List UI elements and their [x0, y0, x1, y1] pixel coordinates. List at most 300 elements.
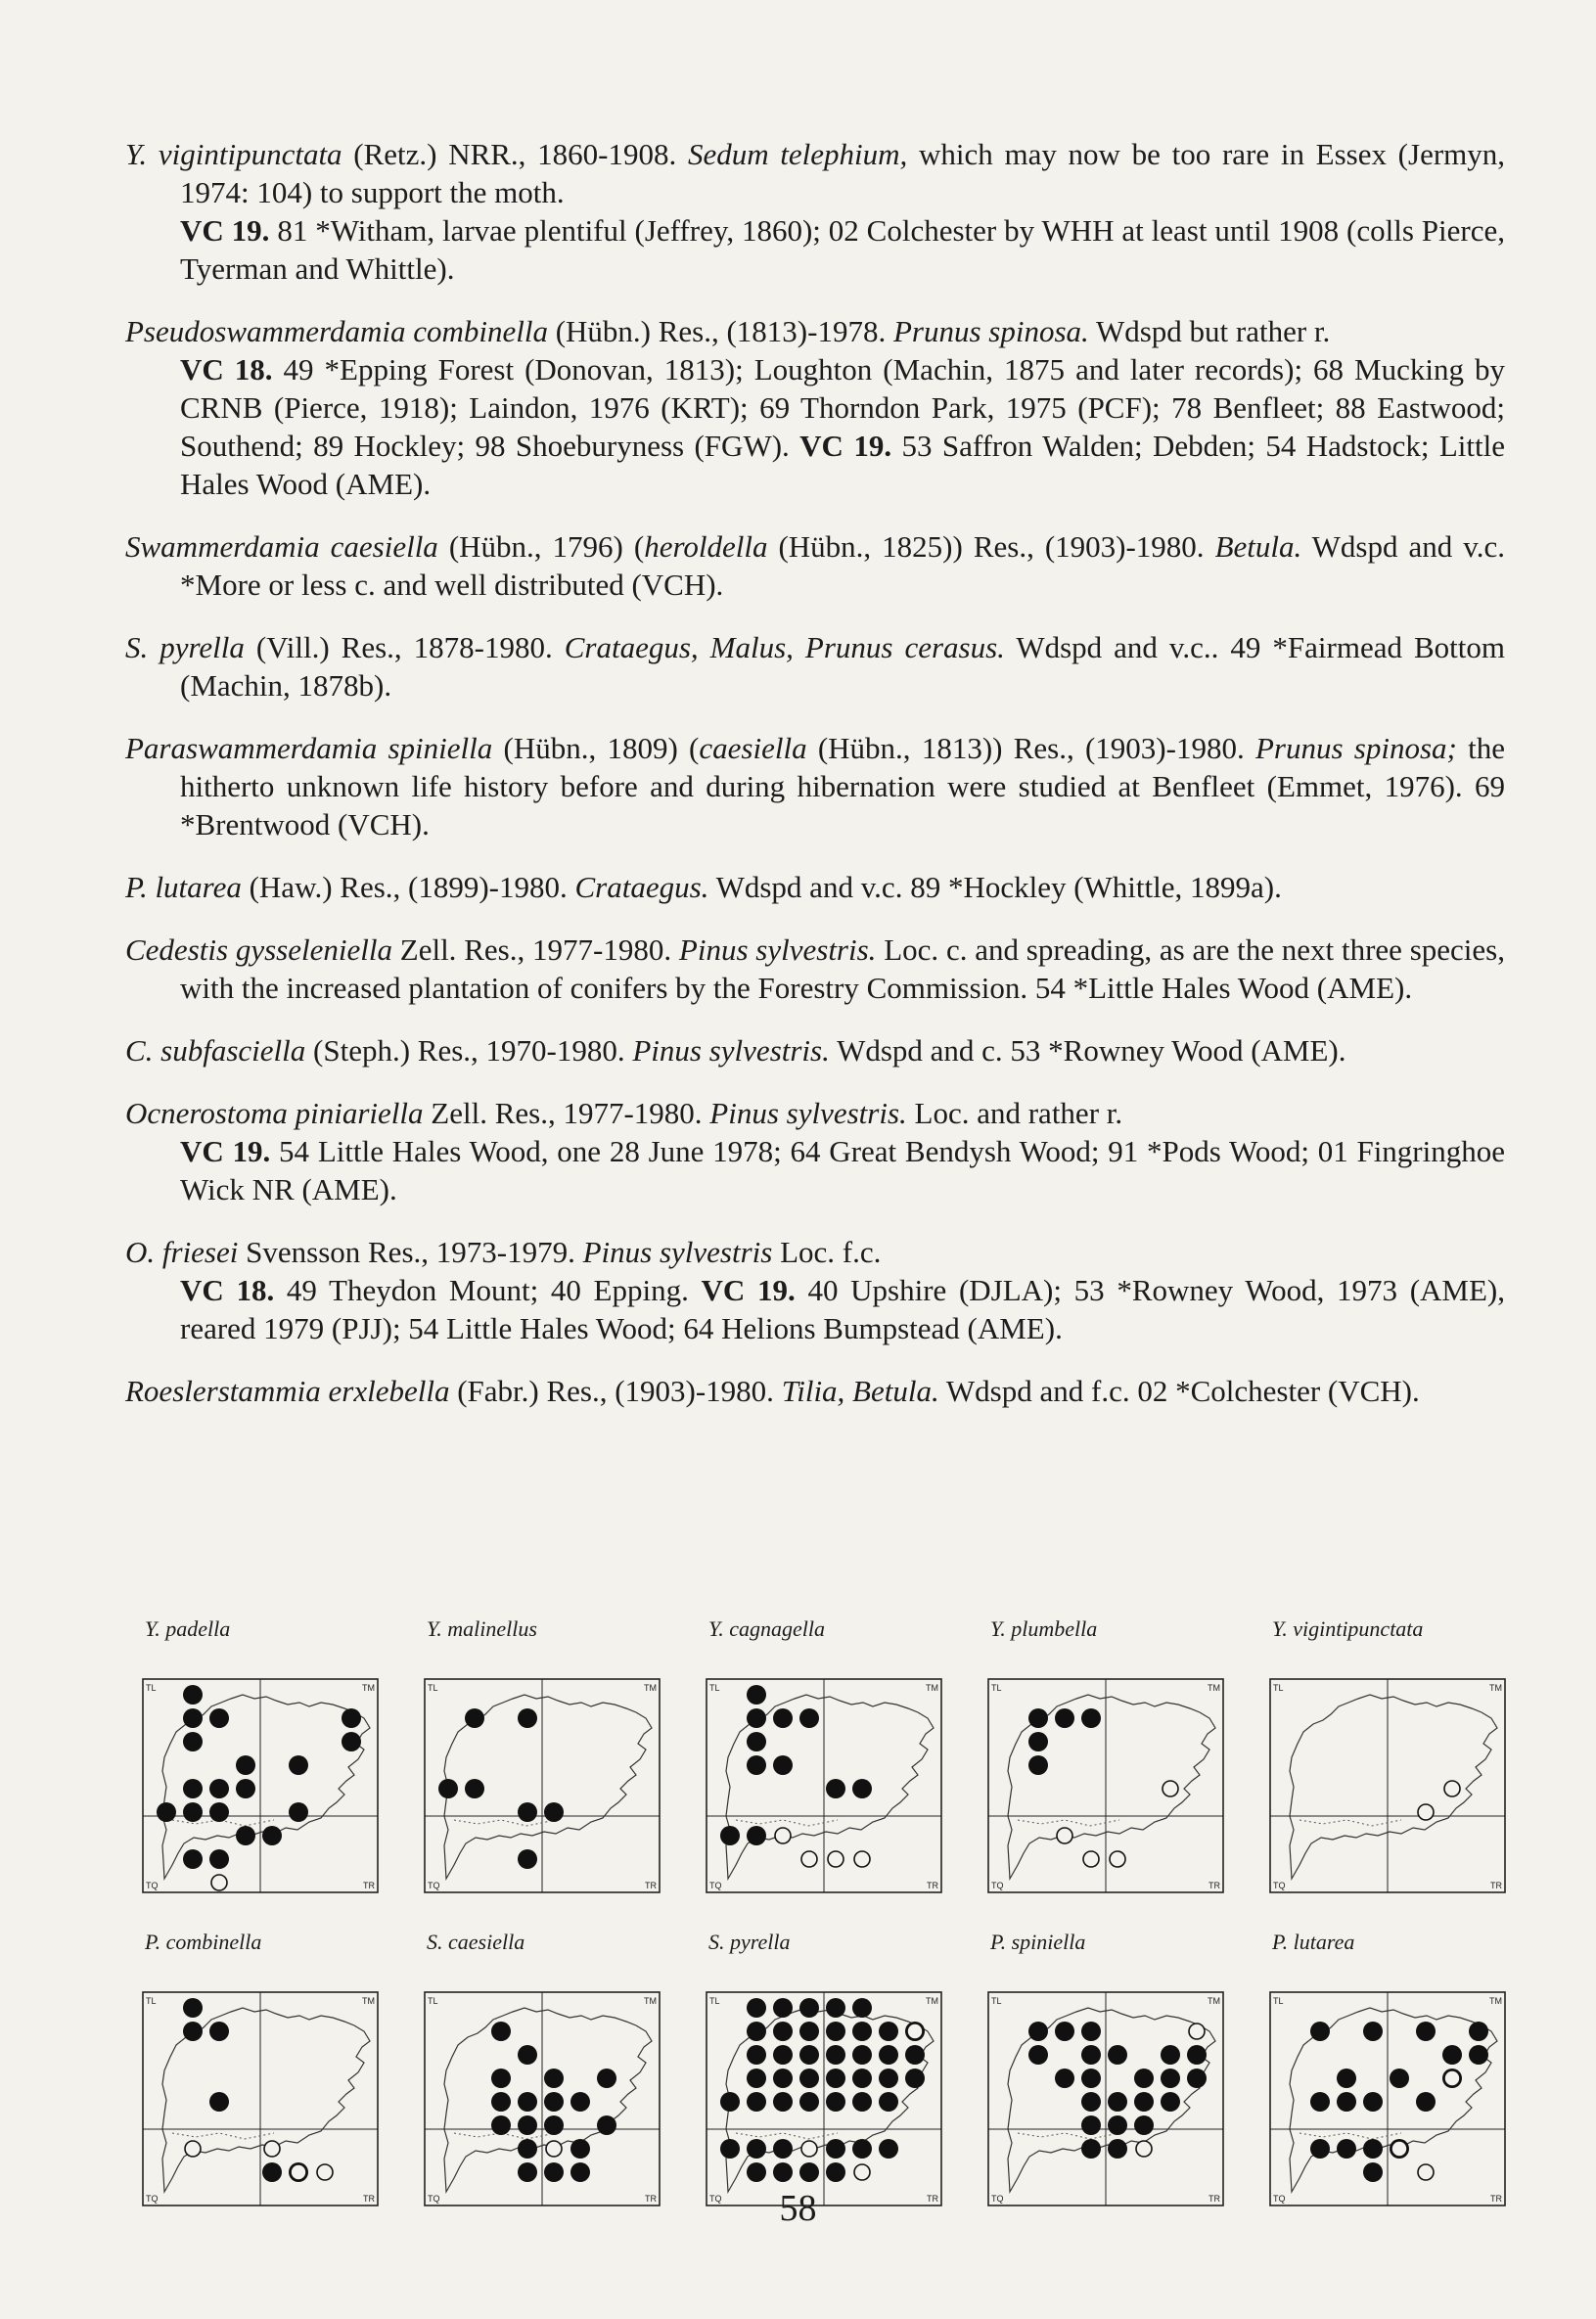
record-dot-filled: [1310, 2092, 1330, 2112]
text-run: (Hübn.) Res., (1813)-1978.: [547, 314, 893, 348]
record-dot-filled: [209, 1708, 229, 1728]
text-run: Loc. c. and spreading, as are the next three species, with the increased plantation of conifers by the Forestry Commission. 54 *Little Hales Wood (AME).: [180, 932, 1505, 1005]
record-dot-open: [1057, 1828, 1072, 1843]
text-run: (Hübn., 1796) (: [437, 529, 645, 564]
record-dot-filled: [1469, 2045, 1488, 2065]
grid-square-label: TR: [645, 1881, 657, 1890]
record-dot-filled: [1442, 2045, 1462, 2065]
record-dot-filled: [773, 2022, 793, 2041]
record-dot-filled: [183, 1998, 203, 2018]
record-dot-filled: [747, 2139, 766, 2159]
grid-square-label: TM: [362, 1996, 375, 2006]
species-entry: [125, 1372, 1505, 1410]
grid-square-label: TM: [1208, 1996, 1220, 2006]
record-dot-filled: [799, 1998, 819, 2018]
record-dot-open: [1110, 1851, 1125, 1867]
record-dot-filled: [209, 2022, 229, 2041]
map-row: [127, 1614, 1517, 1898]
italic-text: Pinus sylvestris.: [678, 932, 877, 967]
record-dot-filled: [518, 2115, 537, 2135]
record-dot-filled: [1363, 2022, 1383, 2041]
record-dot-filled: [1055, 2069, 1074, 2088]
record-dot-open: [1391, 2141, 1407, 2157]
map-title: Y. vigintipunctata: [1272, 1616, 1424, 1641]
record-dot-filled: [570, 2092, 590, 2112]
record-dot-filled: [1108, 2045, 1127, 2065]
record-dot-filled: [1028, 2045, 1048, 2065]
italic-text: Sedum telephium,: [687, 137, 908, 171]
record-dot-filled: [1081, 2069, 1101, 2088]
grid-square-label: TQ: [1273, 2194, 1286, 2204]
vc-boundary: [1018, 1820, 1119, 1826]
page-number: 58: [779, 2188, 817, 2229]
record-dot-filled: [1310, 2139, 1330, 2159]
record-dot-filled: [518, 1708, 537, 1728]
distribution-maps: [127, 1614, 1517, 2241]
record-dot-filled: [1161, 2045, 1180, 2065]
record-dot-filled: [826, 2162, 845, 2182]
map-figure: [1264, 1986, 1511, 2211]
record-dot-filled: [289, 1755, 308, 1775]
record-dot-filled: [570, 2162, 590, 2182]
record-dot-filled: [747, 1998, 766, 2018]
grid-square-label: TM: [1489, 1996, 1502, 2006]
species-account: [125, 1031, 1505, 1069]
record-dot-open: [546, 2141, 562, 2157]
vc-label: VC 19.: [180, 213, 270, 248]
record-dot-filled: [747, 1826, 766, 1845]
map-figure: [982, 1673, 1229, 1898]
grid-square-label: TQ: [709, 1881, 722, 1890]
record-dot-filled: [747, 2162, 766, 2182]
record-dot-open: [1444, 1781, 1460, 1796]
grid-square-label: TQ: [428, 1881, 440, 1890]
record-dot-open: [775, 1828, 791, 1843]
text-run: (Hübn., 1825)) Res., (1903)-1980.: [767, 529, 1215, 564]
record-dot-filled: [1187, 2045, 1207, 2065]
text-run: Loc. f.c.: [772, 1235, 882, 1269]
species-entry: [125, 135, 1505, 288]
grid-square-label: TL: [428, 1683, 438, 1693]
species-entry: [125, 931, 1505, 1007]
italic-text: P. lutarea: [125, 870, 242, 904]
record-dot-filled: [1363, 2092, 1383, 2112]
record-dot-filled: [262, 1826, 282, 1845]
italic-text: S. pyrella: [125, 630, 245, 664]
vc-boundary: [454, 1820, 556, 1826]
grid-square-label: TQ: [146, 1881, 159, 1890]
record-dot-filled: [799, 2045, 819, 2065]
text-run: (Haw.) Res., (1899)-1980.: [241, 870, 575, 904]
species-account: [125, 931, 1505, 1007]
distribution-map: [409, 1928, 671, 2211]
species-entry: [125, 527, 1505, 604]
record-dot-open: [907, 2023, 923, 2039]
record-dot-filled: [209, 1802, 229, 1822]
italic-text: Ocnerostoma piniariella: [125, 1096, 424, 1130]
record-dot-filled: [747, 1732, 766, 1751]
grid-square-label: TL: [991, 1683, 1002, 1693]
vc-label: VC 19.: [701, 1273, 796, 1307]
species-entry: [125, 1233, 1505, 1347]
grid-square-label: TM: [926, 1996, 938, 2006]
record-dot-filled: [747, 2069, 766, 2088]
grid-square-label: TQ: [991, 1881, 1004, 1890]
record-dot-filled: [1081, 2115, 1101, 2135]
italic-text: Y. vigintipunctata: [125, 137, 342, 171]
text-run: which may now be too rare in Essex (Jermyn, 1974: 104) to support the moth.: [180, 137, 1506, 209]
italic-text: Tilia, Betula.: [781, 1374, 939, 1408]
distribution-map: [127, 1614, 389, 1898]
record-dot-filled: [852, 2022, 872, 2041]
record-dot-filled: [1081, 2045, 1101, 2065]
text-run: Wdspd and v.c. 89 *Hockley (Whittle, 1899a).: [708, 870, 1282, 904]
distribution-map-svg: [1264, 1673, 1511, 1898]
species-entry: [125, 312, 1505, 503]
record-dot-filled: [852, 2092, 872, 2112]
record-dot-filled: [747, 2092, 766, 2112]
record-dot-filled: [852, 2139, 872, 2159]
record-dot-filled: [518, 1802, 537, 1822]
italic-text: Prunus spinosa.: [892, 314, 1089, 348]
record-dot-filled: [342, 1732, 361, 1751]
distribution-map-svg: [419, 1673, 665, 1898]
italic-text: Crataegus.: [574, 870, 709, 904]
record-dot-filled: [1161, 2069, 1180, 2088]
record-dot-open: [801, 2141, 817, 2157]
record-dot-filled: [773, 1708, 793, 1728]
record-dot-filled: [826, 1998, 845, 2018]
grid-square-label: TM: [644, 1996, 657, 2006]
record-dot-filled: [1363, 2139, 1383, 2159]
record-dot-filled: [465, 1708, 484, 1728]
record-dot-filled: [799, 2162, 819, 2182]
map-title: Y. padella: [145, 1616, 231, 1641]
record-dot-filled: [1108, 2115, 1127, 2135]
record-dot-filled: [905, 2045, 925, 2065]
record-dot-filled: [544, 2162, 564, 2182]
text-run: Wdspd and c. 53 *Rowney Wood (AME).: [829, 1033, 1346, 1068]
record-dot-filled: [183, 1802, 203, 1822]
italic-text: heroldella: [644, 529, 768, 564]
record-dot-filled: [157, 1802, 176, 1822]
record-dot-filled: [1081, 2092, 1101, 2112]
grid-square-label: TL: [1273, 1683, 1284, 1693]
grid-square-label: TL: [709, 1683, 720, 1693]
distribution-map: [409, 1614, 671, 1898]
record-dot-filled: [518, 2162, 537, 2182]
record-dot-open: [1083, 1851, 1099, 1867]
species-account: [125, 1233, 1505, 1271]
record-dot-filled: [905, 2069, 925, 2088]
record-dot-open: [1163, 1781, 1178, 1796]
record-dot-filled: [773, 2162, 793, 2182]
text-run: 49 Theydon Mount; 40 Epping.: [274, 1273, 702, 1307]
record-dot-filled: [1310, 2022, 1330, 2041]
map-title: Y. cagnagella: [708, 1616, 825, 1641]
county-outline: [1290, 1695, 1497, 1879]
record-dot-filled: [826, 2139, 845, 2159]
map-figure: [419, 1673, 665, 1898]
record-dot-filled: [209, 1779, 229, 1798]
record-dot-filled: [183, 1779, 203, 1798]
text-run: (Vill.) Res., 1878-1980.: [244, 630, 565, 664]
map-figure: [701, 1986, 947, 2211]
grid-square-label: TM: [926, 1683, 938, 1693]
record-dot-filled: [1337, 2092, 1356, 2112]
grid-square-label: TR: [927, 2194, 938, 2204]
vc-boundary: [1018, 2133, 1119, 2139]
grid-square-label: TQ: [709, 2194, 722, 2204]
distribution-map: [127, 1928, 389, 2211]
record-dot-filled: [826, 2022, 845, 2041]
species-entry: [125, 1094, 1505, 1208]
italic-text: Crataegus, Malus, Prunus cerasus.: [564, 630, 1005, 664]
grid-square-label: TQ: [146, 2194, 159, 2204]
record-dot-filled: [826, 2069, 845, 2088]
distribution-map-svg: [1264, 1986, 1511, 2211]
record-dot-filled: [491, 2022, 511, 2041]
record-dot-filled: [236, 1826, 255, 1845]
grid-square-label: TR: [1490, 1881, 1502, 1890]
record-dot-filled: [1134, 2069, 1154, 2088]
record-dot-filled: [342, 1708, 361, 1728]
record-dot-filled: [879, 2092, 898, 2112]
record-dot-filled: [852, 1779, 872, 1798]
record-dot-filled: [1161, 2092, 1180, 2112]
record-dot-open: [1418, 1804, 1434, 1820]
record-dot-filled: [183, 1708, 203, 1728]
record-dot-filled: [183, 1732, 203, 1751]
record-dot-open: [828, 1851, 844, 1867]
record-dot-filled: [879, 2069, 898, 2088]
record-dot-filled: [491, 2092, 511, 2112]
record-dot-filled: [183, 2022, 203, 2041]
record-dot-filled: [747, 1755, 766, 1775]
record-dot-filled: [826, 2092, 845, 2112]
species-account: [125, 1372, 1505, 1410]
vc-label: VC 18.: [180, 352, 273, 386]
text-column: [125, 135, 1505, 1434]
record-dot-open: [317, 2164, 333, 2180]
vice-county-records: [125, 350, 1505, 503]
species-account: [125, 135, 1505, 211]
record-dot-filled: [209, 1849, 229, 1869]
record-dot-filled: [773, 2069, 793, 2088]
distribution-map-svg: [419, 1986, 665, 2211]
grid-square-label: TR: [1490, 2194, 1502, 2204]
vice-county-records: [125, 1132, 1505, 1208]
text-run: (Hübn., 1813)) Res., (1903)-1980.: [806, 731, 1255, 765]
record-dot-filled: [773, 2092, 793, 2112]
record-dot-filled: [799, 2092, 819, 2112]
record-dot-filled: [773, 1755, 793, 1775]
record-dot-open: [854, 1851, 870, 1867]
record-dot-filled: [1028, 1755, 1048, 1775]
text-run: Wdspd and f.c. 02 *Colchester (VCH).: [938, 1374, 1420, 1408]
italic-text: O. friesei: [125, 1235, 239, 1269]
record-dot-filled: [1081, 1708, 1101, 1728]
record-dot-filled: [826, 2045, 845, 2065]
vc-boundary: [736, 1820, 838, 1826]
map-figure: [419, 1986, 665, 2211]
record-dot-filled: [1108, 2092, 1127, 2112]
map-figure: [701, 1673, 947, 1898]
vc-label: VC 19.: [799, 429, 892, 463]
record-dot-filled: [209, 2092, 229, 2112]
record-dot-filled: [1187, 2069, 1207, 2088]
grid-square-label: TQ: [1273, 1881, 1286, 1890]
grid-square-label: TL: [991, 1996, 1002, 2006]
record-dot-filled: [570, 2139, 590, 2159]
text-run: 54 Little Hales Wood, one 28 June 1978; 64 Great Bendysh Wood; 91 *Pods Wood; 01 Fingringhoe Wick NR (AME).: [180, 1134, 1505, 1206]
record-dot-filled: [799, 2069, 819, 2088]
text-run: (Steph.) Res., 1970-1980.: [305, 1033, 633, 1068]
text-run: 53 Saffron Walden; Debden; 54 Hadstock; Little Hales Wood (AME).: [180, 429, 1505, 501]
record-dot-open: [185, 2141, 201, 2157]
record-dot-filled: [773, 2045, 793, 2065]
distribution-map: [973, 1928, 1235, 2211]
grid-square-label: TR: [1208, 1881, 1220, 1890]
record-dot-open: [264, 2141, 280, 2157]
record-dot-filled: [491, 2115, 511, 2135]
grid-square-label: TQ: [991, 2194, 1004, 2204]
distribution-map-svg: [137, 1673, 384, 1898]
vc-boundary: [736, 2133, 838, 2139]
record-dot-filled: [773, 2139, 793, 2159]
italic-text: Betula.: [1214, 529, 1302, 564]
grid-square-label: TL: [1273, 1996, 1284, 2006]
record-dot-filled: [879, 2022, 898, 2041]
species-account: [125, 628, 1505, 705]
grid-square-label: TR: [1208, 2194, 1220, 2204]
map-title: S. pyrella: [708, 1930, 791, 1954]
record-dot-filled: [597, 2115, 616, 2135]
record-dot-filled: [183, 1849, 203, 1869]
italic-text: Paraswammerdamia spiniella: [125, 731, 493, 765]
species-entry: [125, 868, 1505, 906]
vc-boundary: [1300, 2133, 1401, 2139]
record-dot-open: [291, 2164, 306, 2180]
distribution-map-svg: [701, 1986, 947, 2211]
vc-label: VC 18.: [180, 1273, 275, 1307]
record-dot-filled: [518, 2045, 537, 2065]
italic-text: Roeslerstammia erxlebella: [125, 1374, 450, 1408]
record-dot-filled: [1134, 2092, 1154, 2112]
record-dot-filled: [491, 2069, 511, 2088]
text-run: 49 *Epping Forest (Donovan, 1813); Loughton (Machin, 1875 and later records); 68 Mucking by CRNB (Pierce, 1918); Laindon, 1976 (KRT); 69 Thorndon Park, 1975 (PCF); 78 Benfleet; 88 Eastwood; Southend; 89 Hockley; 98 Shoeburyness (FGW).: [180, 352, 1505, 463]
record-dot-filled: [544, 2092, 564, 2112]
species-account: [125, 729, 1505, 843]
grid-square-label: TR: [363, 1881, 375, 1890]
record-dot-filled: [465, 1779, 484, 1798]
map-figure: [1264, 1673, 1511, 1898]
record-dot-filled: [544, 1802, 564, 1822]
text-run: (Fabr.) Res., (1903)-1980.: [449, 1374, 782, 1408]
record-dot-filled: [799, 2022, 819, 2041]
record-dot-filled: [1028, 1732, 1048, 1751]
map-title: Y. plumbella: [990, 1616, 1098, 1641]
grid-square-label: TL: [146, 1996, 157, 2006]
grid-square-label: TL: [709, 1996, 720, 2006]
record-dot-filled: [747, 1685, 766, 1705]
record-dot-filled: [289, 1802, 308, 1822]
distribution-map: [1254, 1928, 1517, 2211]
species-entry: [125, 729, 1505, 843]
italic-text: caesiella: [699, 731, 807, 765]
italic-text: Pinus sylvestris: [582, 1235, 773, 1269]
map-figure: [137, 1986, 384, 2211]
vice-county-records: [125, 211, 1505, 288]
italic-text: Pseudoswammerdamia combinella: [125, 314, 548, 348]
record-dot-filled: [262, 2162, 282, 2182]
vice-county-records: [125, 1271, 1505, 1347]
text-run: Zell. Res., 1977-1980.: [391, 932, 679, 967]
text-run: Svensson Res., 1973-1979.: [238, 1235, 583, 1269]
text-run: 81 *Witham, larvae plentiful (Jeffrey, 1860); 02 Colchester by WHH at least until 1908 (colls Pierce, Tyerman and Whittle).: [180, 213, 1505, 286]
map-title: P. lutarea: [1272, 1930, 1355, 1954]
record-dot-filled: [1337, 2069, 1356, 2088]
record-dot-filled: [1081, 2022, 1101, 2041]
record-dot-filled: [747, 2045, 766, 2065]
record-dot-open: [1444, 2070, 1460, 2086]
italic-text: C. subfasciella: [125, 1033, 306, 1068]
record-dot-filled: [879, 2139, 898, 2159]
record-dot-filled: [1081, 2139, 1101, 2159]
record-dot-filled: [1416, 2022, 1436, 2041]
record-dot-filled: [544, 2069, 564, 2088]
distribution-map: [691, 1928, 953, 2211]
species-account: [125, 312, 1505, 350]
text-run: (Hübn., 1809) (: [492, 731, 700, 765]
species-entry: [125, 628, 1505, 705]
record-dot-filled: [236, 1755, 255, 1775]
record-dot-filled: [236, 1779, 255, 1798]
record-dot-filled: [1055, 1708, 1074, 1728]
record-dot-filled: [1028, 1708, 1048, 1728]
record-dot-filled: [518, 2139, 537, 2159]
italic-text: Cedestis gysseleniella: [125, 932, 392, 967]
record-dot-filled: [852, 2069, 872, 2088]
record-dot-filled: [1337, 2139, 1356, 2159]
distribution-map: [1254, 1614, 1517, 1898]
record-dot-filled: [747, 1708, 766, 1728]
vc-label: VC 19.: [180, 1134, 271, 1168]
record-dot-filled: [826, 1779, 845, 1798]
vc-boundary: [172, 2133, 274, 2139]
map-title: P. spiniella: [990, 1930, 1086, 1954]
map-figure: [137, 1673, 384, 1898]
record-dot-filled: [1108, 2139, 1127, 2159]
distribution-map-svg: [982, 1673, 1229, 1898]
italic-text: Pinus sylvestris.: [709, 1096, 907, 1130]
record-dot-filled: [720, 2139, 740, 2159]
map-figure: [982, 1986, 1229, 2211]
distribution-map-svg: [701, 1673, 947, 1898]
record-dot-filled: [1469, 2022, 1488, 2041]
record-dot-open: [1418, 2164, 1434, 2180]
record-dot-open: [854, 2164, 870, 2180]
species-account: [125, 1094, 1505, 1132]
distribution-map: [973, 1614, 1235, 1898]
record-dot-filled: [1055, 2022, 1074, 2041]
map-title: P. combinella: [145, 1930, 262, 1954]
map-title: S. caesiella: [427, 1930, 525, 1954]
italic-text: Swammerdamia caesiella: [125, 529, 438, 564]
map-row: [127, 1928, 1517, 2211]
grid-square-label: TR: [645, 2194, 657, 2204]
record-dot-filled: [1390, 2069, 1409, 2088]
